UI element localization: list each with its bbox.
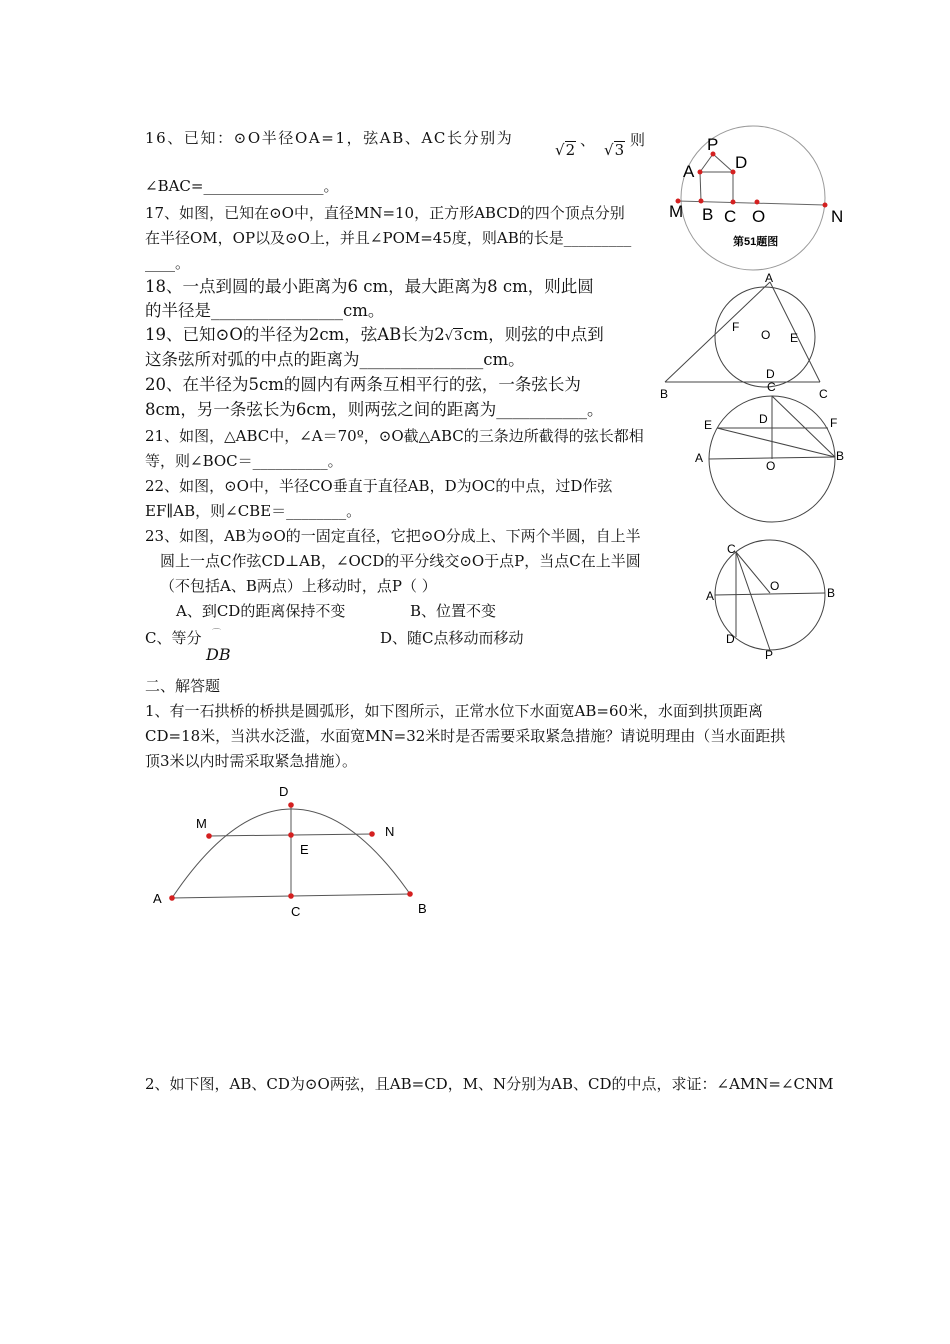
q23-option-c: C、等分 <box>145 629 202 647</box>
point-b <box>699 199 704 204</box>
q23-line2: 圆上一点C作弦CD⊥AB，∠OCD的平分线交⊙O于点P，当点C在上半圆 <box>160 552 641 570</box>
point-a <box>698 170 703 175</box>
bridge-figure <box>145 782 445 922</box>
segment-co <box>736 552 770 593</box>
label-m: M <box>196 816 207 831</box>
point-n <box>823 203 828 208</box>
label-c: C <box>291 904 301 919</box>
sqrt-sign: √ <box>604 141 614 159</box>
q18-line1: 18、一点到圆的最小距离为6 cm，最大距离为8 cm，则此圆 <box>145 277 594 296</box>
circle-o <box>681 126 825 270</box>
q19-line1 <box>145 324 604 348</box>
figure-22 <box>690 380 870 520</box>
point-a <box>169 895 175 901</box>
label-e: E <box>704 418 713 432</box>
sqrt-sign: √ <box>444 329 454 344</box>
point-n <box>369 831 375 837</box>
figure-51 <box>665 132 844 262</box>
q16-rad1: 2 <box>565 141 576 159</box>
point-c <box>731 200 736 205</box>
label-o: O <box>766 459 776 473</box>
point-d <box>288 802 294 808</box>
problem1-line1: 1、有一石拱桥的桥拱是圆弧形，如下图所示，正常水位下水面宽AB=60米，水面到拱顶距离 <box>145 702 764 720</box>
q16-then: 则 <box>630 131 646 149</box>
label-d: D <box>759 412 768 426</box>
section2-title: 二、解答题 <box>145 677 221 695</box>
label-o: O <box>770 579 780 593</box>
q23-option-a: A、到CD的距离保持不变 <box>176 602 346 620</box>
label-o: O <box>752 207 766 226</box>
side-ab <box>665 282 770 382</box>
label-d: D <box>735 153 748 172</box>
label-e: E <box>300 842 309 857</box>
label-b: B <box>660 387 669 401</box>
label-d: D <box>279 784 289 799</box>
label-f: F <box>830 416 838 430</box>
problem1-line3: 顶3米以内时需采取紧急措施）。 <box>145 752 358 770</box>
q16-text-a: 16、已知：⊙O半径OA=1，弦AB、AC长分别为 <box>145 129 514 147</box>
q18-line2: 的半径是________________cm。 <box>145 301 385 320</box>
q17-line3: ____。 <box>145 254 191 272</box>
segment-ap <box>700 154 713 172</box>
q23-line3: （不包括A、B两点）上移动时，点P（ ） <box>160 577 437 595</box>
point-c <box>288 893 294 899</box>
q20-line2: 8cm，另一条弦长为6cm，则两弦之间的距离为___________。 <box>145 400 604 419</box>
label-p: P <box>765 648 774 662</box>
label-b: B <box>702 205 714 224</box>
q16-sqrt2 <box>555 140 576 160</box>
problem1-line2: CD=18米，当洪水泛滥，水面宽MN=32米时是否需要采取紧急措施？请说明理由（当水面距拱 <box>145 727 786 745</box>
q16-sep: 、 <box>580 131 596 149</box>
q21-line2: 等，则∠BOC＝__________。 <box>145 452 343 470</box>
label-n: N <box>831 207 844 226</box>
q19-text-a: 19、已知⊙O的半径为2cm，弦AB长为2 <box>145 325 445 344</box>
q17-line2: 在半径OM，OP以及⊙O上，并且∠POM=45度，则AB的长是_________ <box>145 229 632 247</box>
q16-line1 <box>145 128 513 148</box>
segment-cp <box>736 552 770 650</box>
point-o <box>755 200 760 205</box>
label-d: D <box>726 632 735 646</box>
figure-caption: 第51题图 <box>733 236 779 248</box>
label-c: C <box>819 387 828 401</box>
q16-rad2: 3 <box>614 141 625 159</box>
segment-pd <box>713 154 733 172</box>
label-d: D <box>766 367 775 381</box>
label-c: C <box>727 542 736 556</box>
q23-arc-db: DB <box>206 645 231 664</box>
q23-line1: 23、如图，AB为⊙O的一固定直径，它把⊙O分成上、下两个半圆，自上半 <box>145 527 641 545</box>
label-a: A <box>683 162 695 181</box>
figure-23 <box>700 540 860 670</box>
q22-line1: 22、如图，⊙O中，半径CO垂直于直径AB，D为OC的中点，过D作弦 <box>145 477 613 495</box>
point-b <box>407 891 413 897</box>
label-a: A <box>765 271 774 285</box>
q23-option-b: B、位置不变 <box>410 602 497 620</box>
label-e: E <box>790 331 799 345</box>
segment-eb <box>717 428 835 457</box>
label-b: B <box>418 901 427 916</box>
label-c: C <box>724 207 737 226</box>
problem2-line1: 2、如下图，AB、CD为⊙O两弦，且AB=CD，M、N分别为AB、CD的中点，求证：∠AMN=∠CNM <box>145 1075 834 1093</box>
label-n: N <box>385 824 395 839</box>
point-m <box>206 833 212 839</box>
label-b: B <box>836 449 845 463</box>
q20-line1: 20、在半径为5cm的圆内有两条互相平行的弦，一条弦长为 <box>145 375 581 394</box>
label-c: C <box>767 380 776 394</box>
label-a: A <box>706 589 715 603</box>
label-f: F <box>732 320 740 334</box>
q19-rad: 3 <box>454 329 463 344</box>
label-p: P <box>707 135 719 154</box>
q23-option-d: D、随C点移动而移动 <box>380 629 524 647</box>
q23-arc-mark: ⌒ <box>212 629 222 639</box>
point-e <box>288 832 294 838</box>
label-m: M <box>669 202 684 221</box>
q16-line2: ∠BAC=________________。 <box>145 177 339 195</box>
q16-sqrt3 <box>604 140 625 160</box>
q21-line1: 21、如图，△ABC中，∠A＝70º，⊙O截△ABC的三条边所截得的弦长都相 <box>145 427 644 445</box>
q19-text-b: cm，则弦的中点到 <box>463 325 604 344</box>
diameter-ab <box>715 593 825 595</box>
label-b: B <box>827 586 836 600</box>
label-a: A <box>695 451 704 465</box>
label-o: O <box>761 328 771 342</box>
q22-line2: EF∥AB，则∠CBE＝________。 <box>145 502 362 520</box>
q17-line1: 17、如图，已知在⊙O中，直径MN=10，正方形ABCD的四个顶点分别 <box>145 204 625 222</box>
segment-ab <box>700 172 701 201</box>
label-a: A <box>153 891 162 906</box>
sqrt-sign: √ <box>555 141 565 159</box>
q19-line2: 这条弦所对弧的中点的距离为_______________cm。 <box>145 350 525 369</box>
